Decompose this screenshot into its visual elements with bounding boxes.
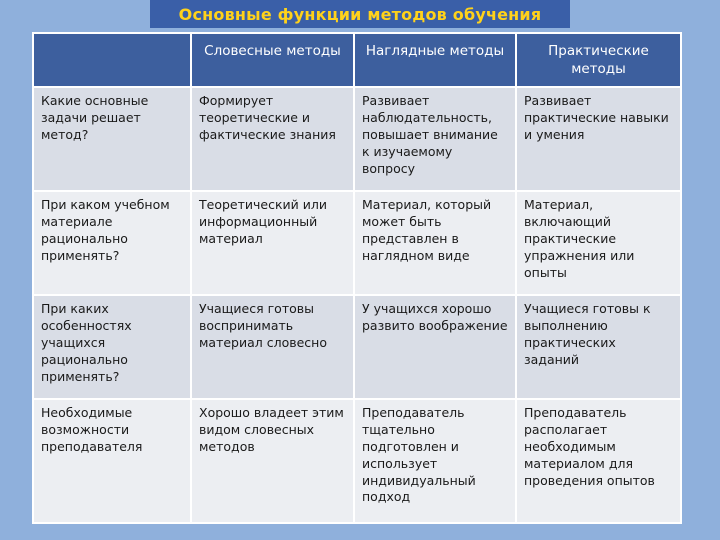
table-cell: Хорошо владеет этим видом словесных методов (191, 399, 354, 523)
methods-table (32, 32, 682, 524)
page-title: Основные функции методов обучения (178, 5, 542, 24)
table-header-row (33, 33, 681, 87)
table-cell: Теоретический или информационный материал (191, 191, 354, 295)
table-cell: Преподаватель тщательно подготовлен и использует индивидуальный подход (354, 399, 516, 523)
table-cell: Материал, который может быть представлен в наглядном виде (354, 191, 516, 295)
table-row (33, 191, 681, 295)
row-question: При каких особенностях учащихся рационально применять? (33, 295, 191, 399)
table-cell: Развивает наблюдательность, повышает внимание к изучаемому вопросу (354, 87, 516, 191)
header-cell-visual: Наглядные методы (354, 33, 516, 87)
header-cell-empty (33, 33, 191, 87)
table-cell: У учащихся хорошо развито воображение (354, 295, 516, 399)
table-cell: Формирует теоретические и фактические знания (191, 87, 354, 191)
table-row (33, 399, 681, 523)
row-question: Какие основные задачи решает метод? (33, 87, 191, 191)
table-cell: Материал, включающий практические упражнения или опыты (516, 191, 681, 295)
row-question: Необходимые возможности преподавателя (33, 399, 191, 523)
table-cell: Преподаватель располагает необходимым материалом для проведения опытов (516, 399, 681, 523)
table-cell: Учащиеся готовы воспринимать материал словесно (191, 295, 354, 399)
table-cell: Учащиеся готовы к выполнению практических заданий (516, 295, 681, 399)
table-row (33, 87, 681, 191)
header-cell-practical: Практические методы (516, 33, 681, 87)
header-cell-verbal: Словесные методы (191, 33, 354, 87)
row-question: При каком учебном материале рационально применять? (33, 191, 191, 295)
table-cell: Развивает практические навыки и умения (516, 87, 681, 191)
table-row (33, 295, 681, 399)
